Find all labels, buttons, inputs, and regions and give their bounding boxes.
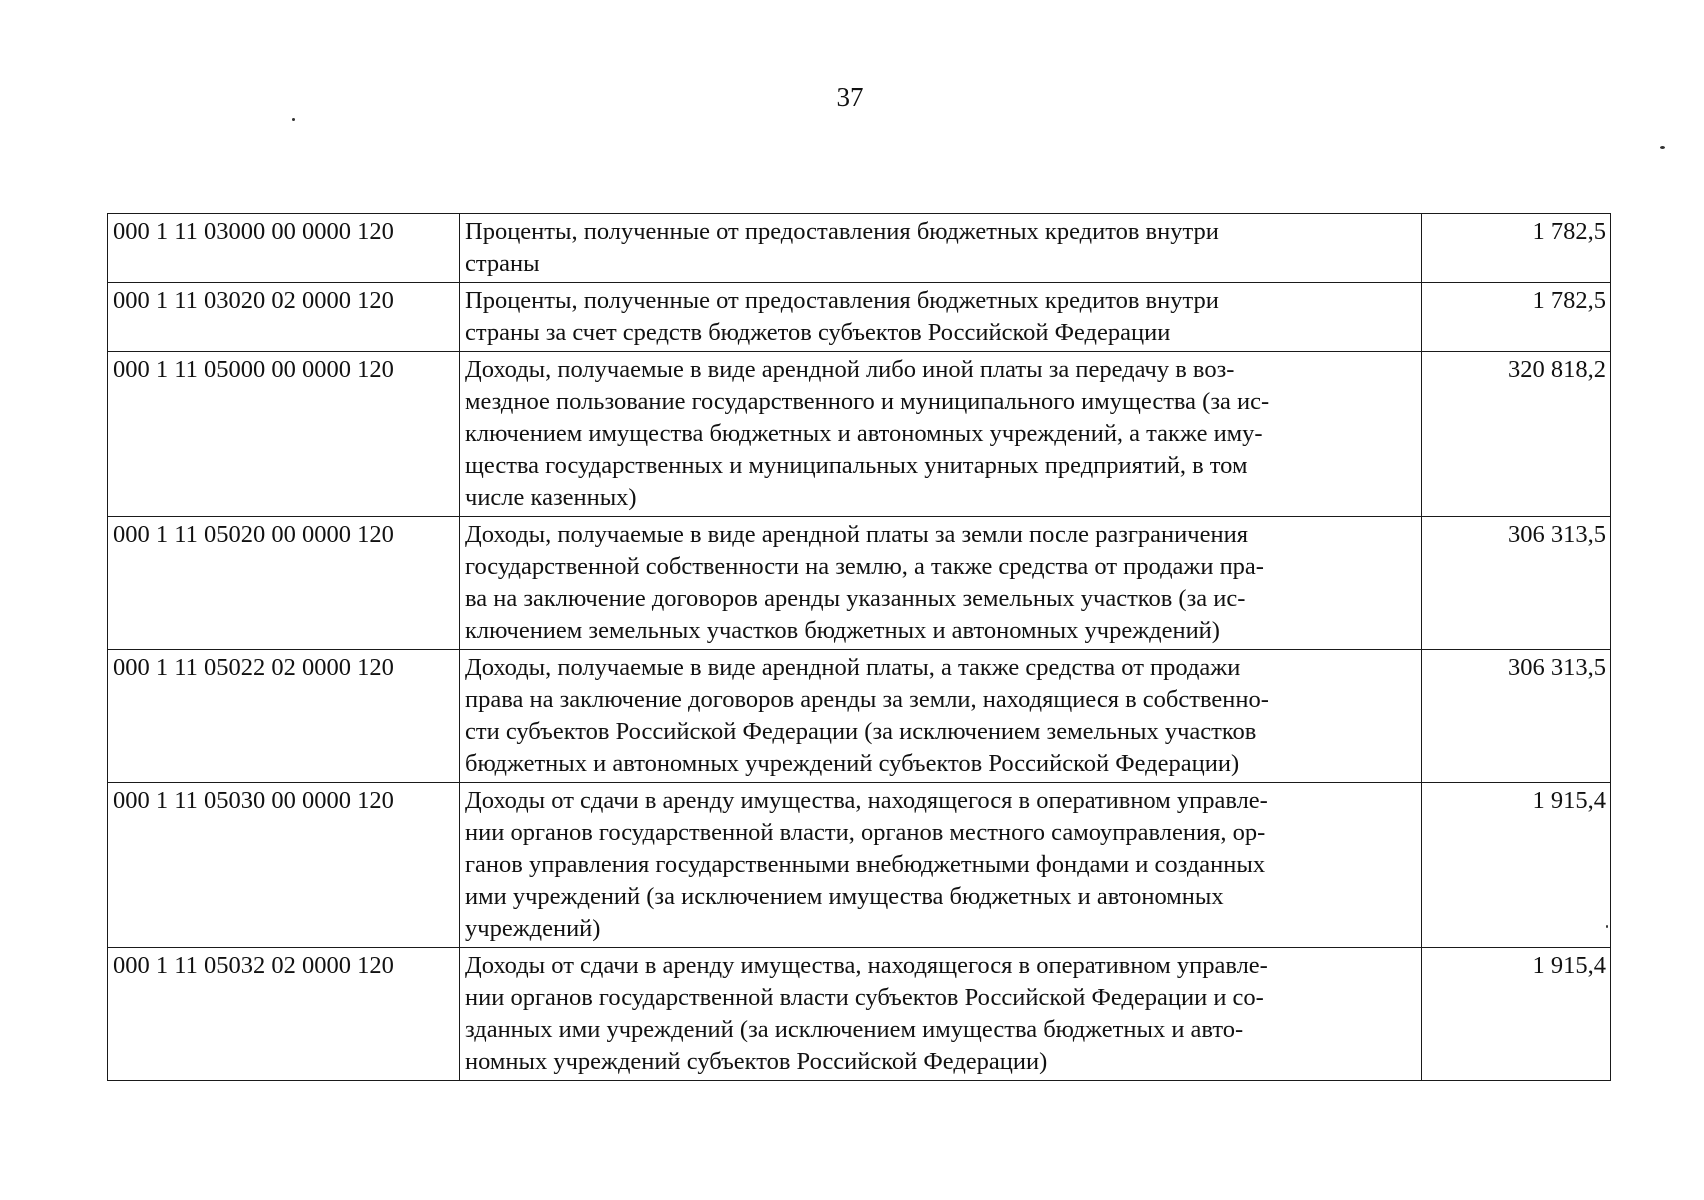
revenue-name-line: мездное пользование государственного и муниципального имущества (за ис- bbox=[465, 388, 1270, 415]
revenue-amount: 1 915,4 bbox=[1422, 948, 1611, 1081]
revenue-amount: 306 313,5 bbox=[1422, 517, 1611, 650]
revenue-name-line: Проценты, полученные от предоставления бюджетных кредитов внутри bbox=[465, 287, 1219, 314]
revenue-amount: 1 782,5 bbox=[1422, 214, 1611, 283]
revenue-code: 000 1 11 05022 02 0000 120 bbox=[108, 650, 460, 783]
revenue-name-line: ганов управления государственными внебюджетными фондами и созданных bbox=[465, 851, 1266, 878]
revenue-name-line: Доходы, получаемые в виде арендной либо иной платы за передачу в воз- bbox=[465, 356, 1235, 383]
scan-speck bbox=[1660, 146, 1665, 149]
revenue-name-line: нии органов государственной власти субъектов Российской Федерации и со- bbox=[465, 984, 1264, 1011]
table-row bbox=[108, 517, 1611, 650]
table-row bbox=[108, 948, 1611, 1081]
revenue-code: 000 1 11 05030 00 0000 120 bbox=[108, 783, 460, 948]
revenue-name bbox=[460, 283, 1422, 352]
revenue-name-line: ва на заключение договоров аренды указанных земельных участков (за ис- bbox=[465, 585, 1246, 612]
revenue-code: 000 1 11 03000 00 0000 120 bbox=[108, 214, 460, 283]
revenue-name-line: учреждений) bbox=[465, 915, 601, 942]
revenue-name-line: ими учреждений (за исключением имущества бюджетных и автономных bbox=[465, 883, 1224, 910]
revenue-name-line: ключением земельных участков бюджетных и автономных учреждений) bbox=[465, 617, 1220, 644]
revenue-name-line: права на заключение договоров аренды за земли, находящиеся в собственно- bbox=[465, 686, 1269, 713]
revenue-name-line: страны bbox=[465, 250, 540, 277]
page-number: 37 bbox=[836, 82, 864, 112]
revenue-name-line: Доходы, получаемые в виде арендной платы, а также средства от продажи bbox=[465, 654, 1241, 681]
revenue-name bbox=[460, 214, 1422, 283]
budget-revenue-table bbox=[107, 213, 1611, 1081]
revenue-name bbox=[460, 650, 1422, 783]
revenue-name-line: Доходы от сдачи в аренду имущества, находящегося в оперативном управле- bbox=[465, 787, 1268, 814]
revenue-name bbox=[460, 948, 1422, 1081]
revenue-name-line: Проценты, полученные от предоставления бюджетных кредитов внутри bbox=[465, 218, 1219, 245]
revenue-amount: 306 313,5 bbox=[1422, 650, 1611, 783]
table-row bbox=[108, 783, 1611, 948]
revenue-code: 000 1 11 05020 00 0000 120 bbox=[108, 517, 460, 650]
scan-speck bbox=[292, 118, 295, 121]
revenue-code: 000 1 11 05032 02 0000 120 bbox=[108, 948, 460, 1081]
revenue-name bbox=[460, 352, 1422, 517]
table-row bbox=[108, 650, 1611, 783]
revenue-amount: 1 915,4 bbox=[1422, 783, 1611, 948]
table-row bbox=[108, 352, 1611, 517]
revenue-name bbox=[460, 783, 1422, 948]
revenue-name-line: номных учреждений субъектов Российской Федерации) bbox=[465, 1048, 1048, 1075]
revenue-name-line: ключением имущества бюджетных и автономных учреждений, а также иму- bbox=[465, 420, 1263, 447]
table-row bbox=[108, 214, 1611, 283]
revenue-name-line: бюджетных и автономных учреждений субъектов Российской Федерации) bbox=[465, 750, 1240, 777]
table-row bbox=[108, 283, 1611, 352]
revenue-amount: 1 782,5 bbox=[1422, 283, 1611, 352]
revenue-name-line: числе казенных) bbox=[465, 484, 637, 511]
revenue-name-line: зданных ими учреждений (за исключением имущества бюджетных и авто- bbox=[465, 1016, 1244, 1043]
revenue-name bbox=[460, 517, 1422, 650]
revenue-name-line: Доходы от сдачи в аренду имущества, находящегося в оперативном управле- bbox=[465, 952, 1268, 979]
revenue-name-line: страны за счет средств бюджетов субъектов Российской Федерации bbox=[465, 319, 1171, 346]
revenue-name-line: Доходы, получаемые в виде арендной платы за земли после разграничения bbox=[465, 521, 1248, 548]
revenue-name-line: щества государственных и муниципальных унитарных предприятий, в том bbox=[465, 452, 1248, 479]
revenue-amount: 320 818,2 bbox=[1422, 352, 1611, 517]
revenue-code bbox=[108, 352, 460, 517]
revenue-code-text: 000 1 11 05000 00 0000 120 bbox=[113, 356, 394, 383]
revenue-name-line: нии органов государственной власти, органов местного самоуправления, ор- bbox=[465, 819, 1266, 846]
revenue-name-line: государственной собственности на землю, а также средства от продажи пра- bbox=[465, 553, 1264, 580]
revenue-code: 000 1 11 03020 02 0000 120 bbox=[108, 283, 460, 352]
revenue-name-line: сти субъектов Российской Федерации (за исключением земельных участков bbox=[465, 718, 1257, 745]
